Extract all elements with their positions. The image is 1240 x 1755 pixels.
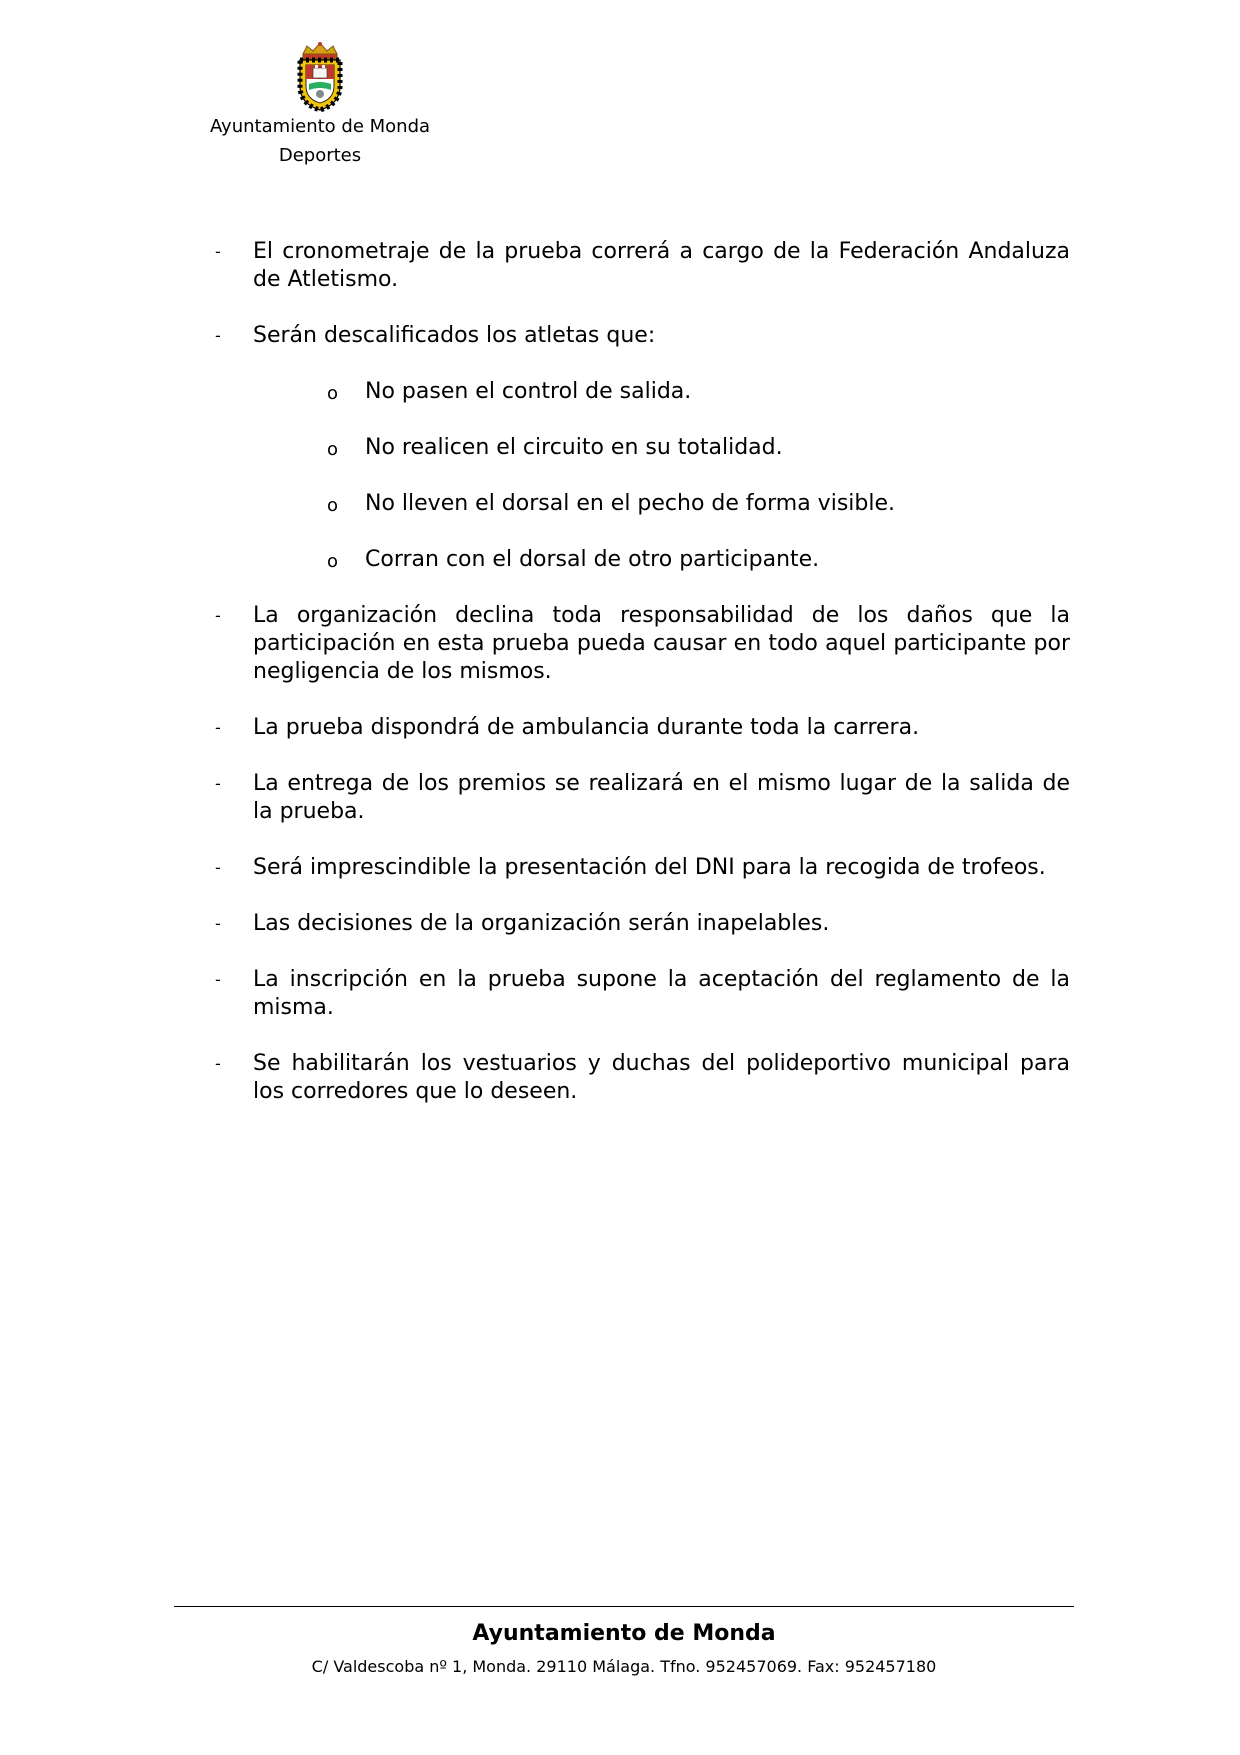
rule-text: La organización declina toda responsabilidad de los daños que la participación en esta prueba pueda causar en todo aquel participante por negligencia de los mismos. [253, 603, 1070, 684]
dash-bullet: - [215, 970, 221, 989]
dash-bullet: - [215, 858, 221, 877]
rule-text: Serán descalificados los atletas que: [253, 323, 656, 348]
circle-bullet: o [327, 383, 339, 404]
sub-rule-text: No lleven el dorsal en el pecho de forma visible. [365, 491, 895, 516]
rule-text: La inscripción en la prueba supone la aceptación del reglamento de la misma. [253, 967, 1070, 1020]
rules-list [215, 238, 1070, 1134]
rule-item [215, 602, 1070, 686]
rule-item [215, 910, 1070, 938]
rule-item [215, 770, 1070, 826]
sub-rule-item [327, 434, 1070, 462]
rule-text: Será imprescindible la presentación del DNI para la recogida de trofeos. [253, 855, 1046, 880]
footer-address: C/ Valdescoba nº 1, Monda. 29110 Málaga. Tfno. 952457069. Fax: 952457180 [311, 1657, 937, 1676]
department-name: Deportes [278, 145, 362, 166]
page-footer [174, 1606, 1074, 1681]
rule-item [215, 322, 1070, 574]
rule-item [215, 854, 1070, 882]
footer-divider [174, 1606, 1074, 1607]
sub-rule-text: No realicen el circuito en su totalidad. [365, 435, 783, 460]
dash-bullet: - [215, 242, 221, 261]
dash-bullet: - [215, 718, 221, 737]
sub-rule-item [327, 378, 1070, 406]
dash-bullet: - [215, 606, 221, 625]
circle-bullet: o [327, 551, 339, 572]
rule-item [215, 238, 1070, 294]
rule-item [215, 1050, 1070, 1106]
rule-item [215, 966, 1070, 1022]
sub-rule-text: Corran con el dorsal de otro participante. [365, 547, 820, 572]
dash-bullet: - [215, 1054, 221, 1073]
rule-item [215, 714, 1070, 742]
dash-bullet: - [215, 774, 221, 793]
rule-text: Las decisiones de la organización serán inapelables. [253, 911, 830, 936]
rule-text: El cronometraje de la prueba correrá a cargo de la Federación Andaluza de Atletismo. [253, 239, 1070, 292]
disqualification-list [253, 378, 1070, 574]
sub-rule-item [327, 490, 1070, 518]
rule-text: La prueba dispondrá de ambulancia durante toda la carrera. [253, 715, 920, 740]
dash-bullet: - [215, 326, 221, 345]
rule-text: La entrega de los premios se realizará en el mismo lugar de la salida de la prueba. [253, 771, 1070, 824]
rule-text: Se habilitarán los vestuarios y duchas del polideportivo municipal para los corredores que lo deseen. [253, 1051, 1070, 1104]
organization-name: Ayuntamiento de Monda [209, 116, 431, 137]
dash-bullet: - [215, 914, 221, 933]
letterhead [190, 40, 450, 170]
sub-rule-item [327, 546, 1070, 574]
circle-bullet: o [327, 439, 339, 460]
circle-bullet: o [327, 495, 339, 516]
footer-organization-name: Ayuntamiento de Monda [472, 1621, 776, 1646]
sub-rule-text: No pasen el control de salida. [365, 379, 692, 404]
coat-of-arms-icon [293, 40, 347, 112]
